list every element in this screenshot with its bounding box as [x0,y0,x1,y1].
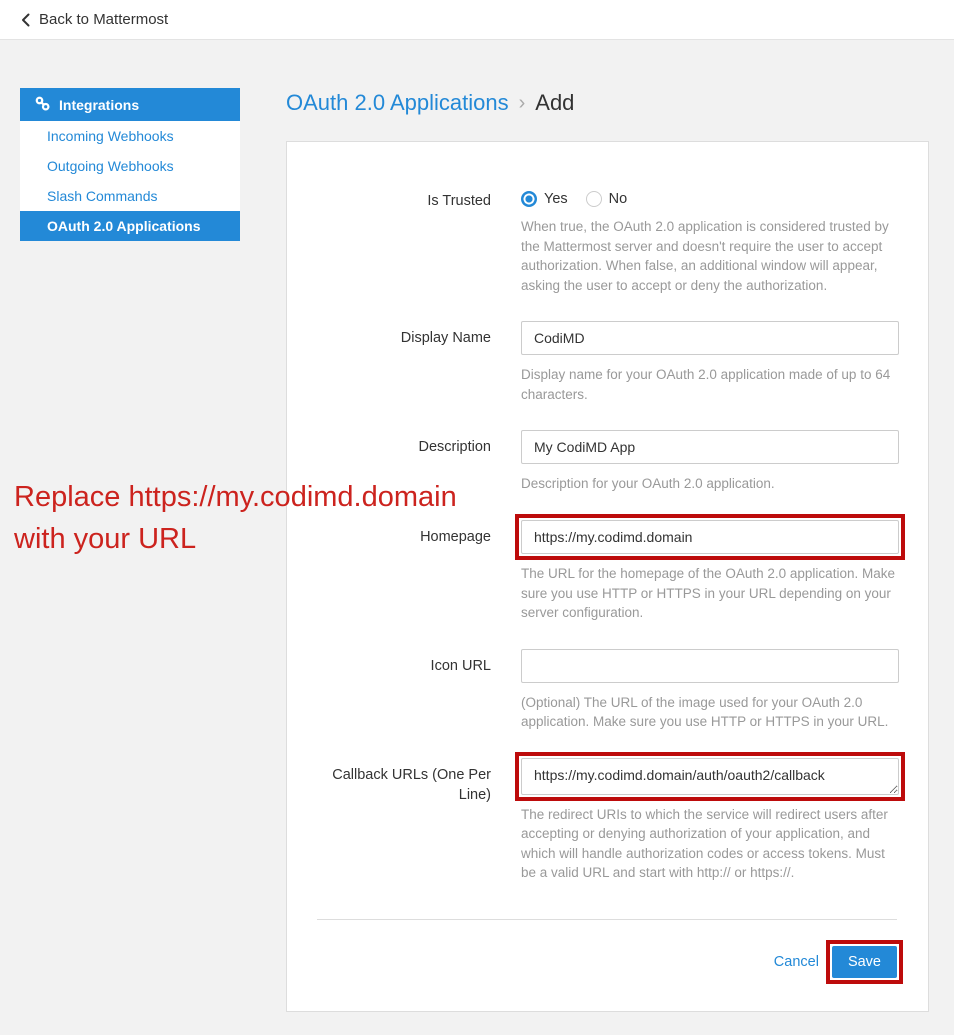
sidebar-item-outgoing-webhooks[interactable] [20,151,240,181]
link-icon [35,96,50,114]
sidebar-section-integrations[interactable] [20,88,240,121]
description-label: Description [418,439,491,456]
display-name-label: Display Name [400,330,491,347]
annotation-line-2: with your URL [14,523,197,555]
icon-url-input[interactable] [521,649,899,683]
icon-url-label: Icon URL [430,657,491,674]
radio-no-label[interactable]: No [608,191,628,207]
cancel-button[interactable]: Cancel [773,954,819,970]
save-highlight-box [826,940,903,984]
radio-yes[interactable] [521,191,537,207]
sidebar-list [20,121,240,241]
form-group-icon-url [287,649,928,732]
icon-url-help: (Optional) The URL of the image used for your OAuth 2.0 application. Make sure you use HTTP or HTTPS in your URL. [521,694,889,730]
homepage-input[interactable] [521,520,899,554]
breadcrumb-separator-icon: › [518,92,526,114]
form-group-callback-urls [287,758,928,883]
description-input[interactable] [521,430,899,464]
save-button[interactable]: Save [832,946,897,978]
homepage-help: The URL for the homepage of the OAuth 2.0 application. Make sure you use HTTP or HTTPS in your URL depending on your server configuration. [521,565,895,621]
is-trusted-help: When true, the OAuth 2.0 application is considered trusted by the Mattermost server and doesn't require the user to accept authorization. When false, an additional window will appear, asking the user to accept or deny the authorization. [521,219,889,293]
sidebar [20,88,240,241]
is-trusted-radio-group [521,184,899,207]
sidebar-item-label: Slash Commands [47,188,158,204]
top-header [0,0,954,40]
sidebar-item-label: Outgoing Webhooks [47,158,174,174]
annotation-line-1: Replace https://my.codimd.domain [14,481,457,513]
main-content [286,88,929,1012]
footer-actions [287,920,928,978]
display-name-input[interactable] [521,321,899,355]
homepage-highlight-box [515,514,905,560]
form-group-display-name [287,321,928,404]
description-help: Description for your OAuth 2.0 application. [521,476,775,492]
sidebar-item-incoming-webhooks[interactable] [20,121,240,151]
chevron-left-icon [21,13,30,27]
callback-urls-textarea[interactable] [521,758,899,795]
radio-no[interactable] [586,191,602,207]
form-group-is-trusted [287,184,928,295]
form-group-homepage [287,520,928,623]
form-panel [286,141,929,1012]
sidebar-item-oauth-applications[interactable] [20,211,240,241]
callback-urls-help: The redirect URIs to which the service will redirect users after accepting or denying authorization of your application, and which will handle authorization codes or access tokens. Must be a valid URL and start with http:// or https://. [521,806,888,881]
is-trusted-label: Is Trusted [427,193,491,209]
sidebar-item-label: Incoming Webhooks [47,128,174,144]
breadcrumb [286,88,929,118]
radio-yes-label[interactable]: Yes [544,191,568,207]
callback-urls-highlight-box [515,752,905,801]
callback-urls-label: Callback URLs (One Per Line) [332,766,491,804]
breadcrumb-parent-link[interactable]: OAuth 2.0 Applications [286,90,509,115]
breadcrumb-current: Add [535,90,575,115]
back-to-mattermost-link[interactable] [21,11,168,28]
display-name-help: Display name for your OAuth 2.0 application made of up to 64 characters. [521,367,891,402]
sidebar-item-slash-commands[interactable] [20,181,240,211]
back-link-label: Back to Mattermost [39,11,169,28]
form-group-description [287,430,928,494]
sidebar-item-label: OAuth 2.0 Applications [47,218,201,234]
sidebar-section-label: Integrations [59,96,140,113]
homepage-label: Homepage [420,528,491,545]
